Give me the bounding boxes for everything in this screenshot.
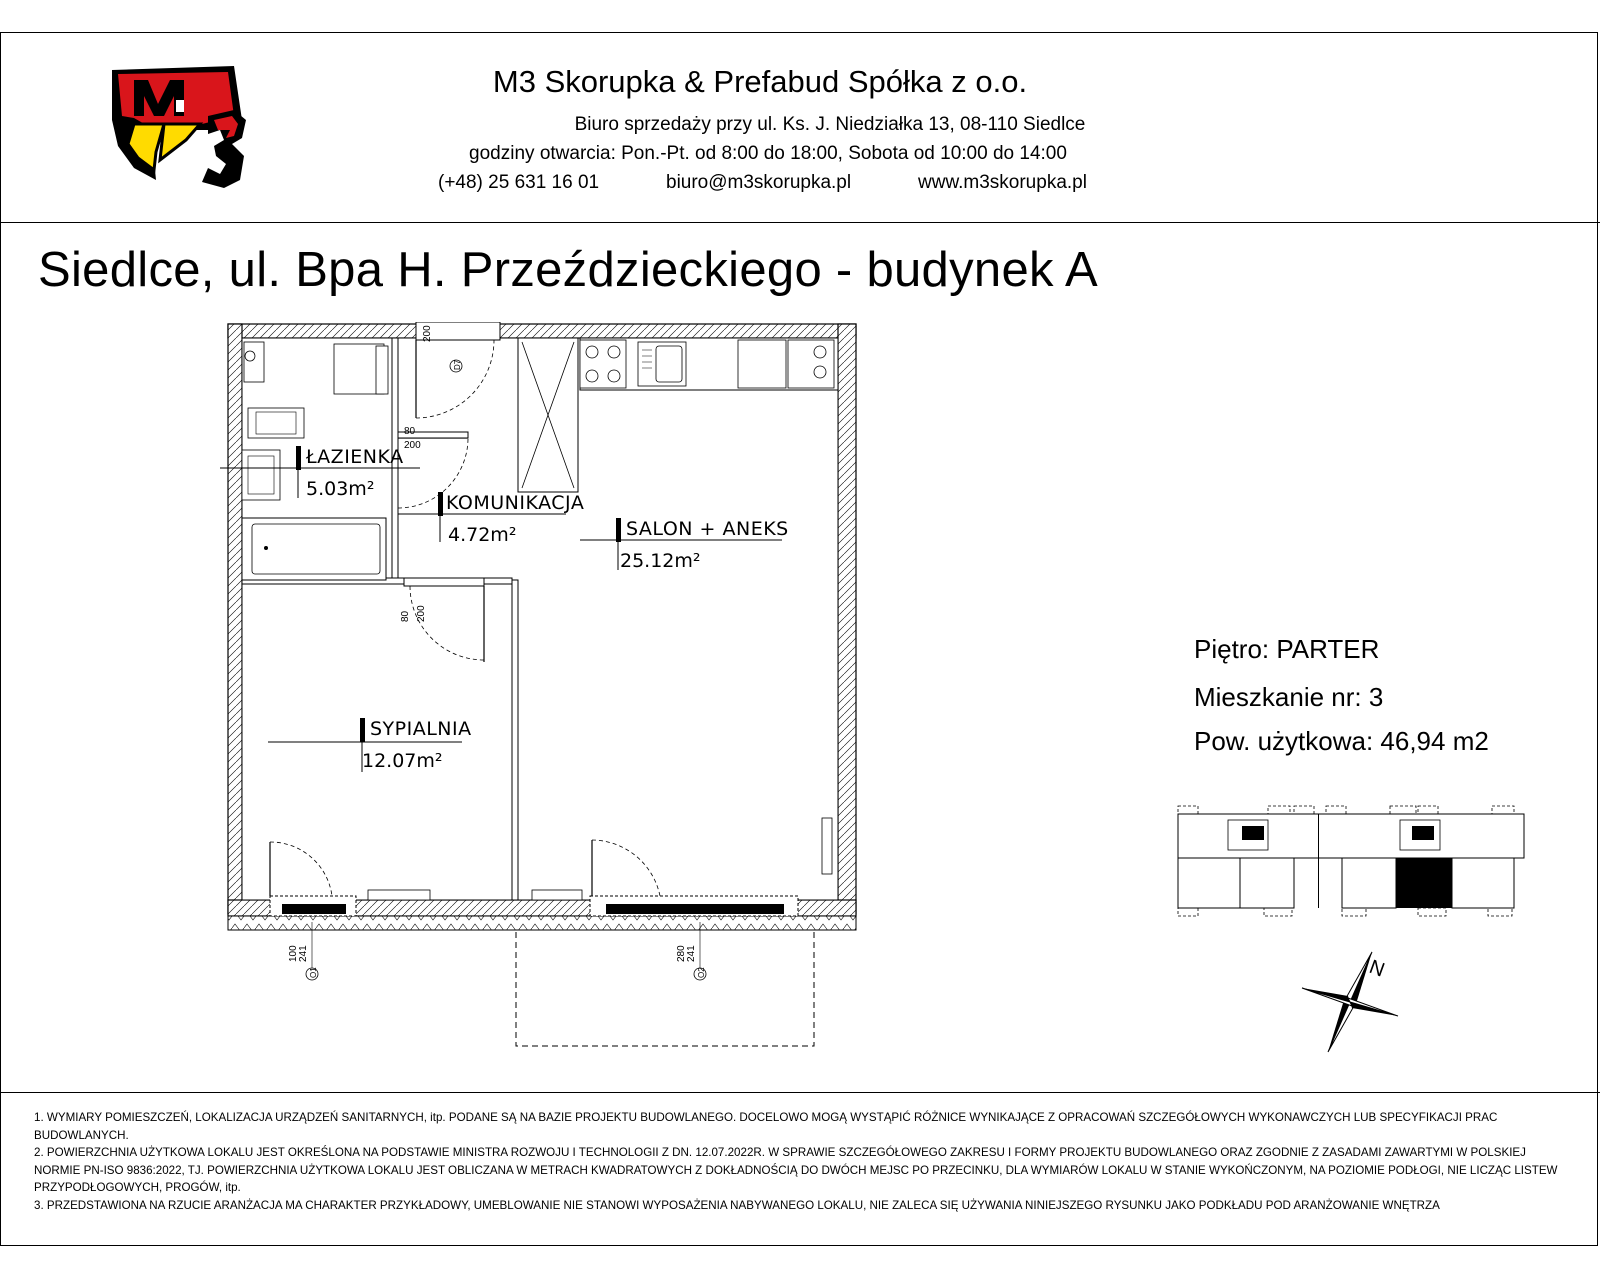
highlighted-apartment: [1396, 858, 1452, 908]
compass-rose-icon: [1300, 944, 1400, 1064]
door-top-id: D7: [453, 359, 462, 370]
compass-north-label: N: [1366, 956, 1388, 982]
door-bath-height: 200: [404, 440, 421, 451]
door-top-height: 200: [422, 325, 433, 342]
website-link[interactable]: www.m3skorupka.pl: [918, 172, 1087, 193]
win1-id: O1: [309, 967, 318, 978]
wall-insulation: [228, 916, 856, 930]
room-name-hall: KOMUNIKACJA: [446, 492, 585, 514]
win2-id: O2: [697, 967, 706, 978]
building-key-plan: [1172, 804, 1532, 924]
room-name-living: SALON + ANEKS: [626, 518, 789, 540]
phone-number: (+48) 25 631 16 01: [438, 172, 600, 193]
sales-office-address: Biuro sprzedaży przy ul. Ks. J. Niedziałka 13, 08-110 Siedlce: [574, 114, 1086, 135]
floor-info: Piętro: PARTER: [1194, 634, 1380, 664]
floor-plan: [220, 322, 880, 1082]
logo-text: M3: [104, 60, 106, 61]
win2-height: 241: [686, 945, 697, 962]
notes-section: [34, 1109, 1564, 1214]
door-bed-width: 80: [400, 610, 411, 622]
room-area-hall: 4.72m²: [448, 524, 517, 546]
room-name-bathroom: ŁAZIENKA: [306, 446, 404, 468]
radiator-salon: [822, 818, 832, 874]
fridge: [738, 340, 786, 388]
note-1: 1. WYMIARY POMIESZCZEŃ, LOKALIZACJA URZĄDZEŃ SANITARNYCH, itp. PODANE SĄ NA BAZIE PROJEKTU BUDOWLANEGO. DOCELOWO MOGĄ WYSTĄPIĆ RÓŻNICE WYNIKAJĄCE Z OPRACOWAŃ SZCZEGÓŁOWYCH WYKONAWCZYCH LUB SPECYFIKACJI PRAC BUDOWLANYCH.: [34, 1111, 1498, 1142]
opening-hours: godziny otwarcia: Pon.-Pt. od 8:00 do 18:00, Sobota od 10:00 do 14:00: [469, 143, 1067, 164]
radiator-salon-bottom: [532, 890, 582, 900]
radiator-bedroom: [368, 890, 430, 900]
company-name: M3 Skorupka & Prefabud Spółka z o.o.: [492, 64, 1028, 99]
header-divider: [0, 222, 1600, 223]
wall-right: [838, 324, 856, 914]
room-area-living: 25.12m²: [620, 550, 701, 572]
room-name-bedroom: SYPIALNIA: [370, 718, 472, 740]
note-2: 2. POWIERZCHNIA UŻYTKOWA LOKALU JEST OKREŚLONA NA PODSTAWIE MINISTRA ROZWOJU I TECHNOLOGII Z DN. 12.07.2022R. W SPRAWIE SZCZEGÓŁOWEGO ZAKRESU I FORMY PROJEKTU BUDOWLANEGO ORAZ ZGODNIE Z ZASADAMI ZAWARTYMI W POLSKIEJ NORMIE PN-ISO 9836:2022, TJ. POWIERZCHNIA UŻYTKOWA LOKALU JEST OBLICZANA W METRACH KWADRATOWYCH Z DOKŁADNOŚCIĄ DO DWÓCH MEJSC PO PRZECINKU, DLA WYMIARÓW LOKALU W STANIE WYKOŃCZONYM, NA POZIOMIE PODŁOGI, NIE LICZĄC LISTEW PRZYPODŁOGOWYCH, PROGÓW, itp.: [34, 1146, 1558, 1194]
win1-width: 100: [288, 945, 299, 962]
room-area-bedroom: 12.07m²: [362, 750, 443, 772]
win1-height: 241: [298, 945, 309, 962]
balcony-outline: [516, 930, 814, 1046]
utility-box: [788, 340, 834, 388]
kitchen-sink: [638, 342, 686, 386]
bath-boiler: [244, 342, 264, 382]
wall-left: [228, 324, 242, 914]
wall-bed-salon: [512, 580, 518, 900]
door-bed-height: 200: [416, 605, 427, 622]
wall-top: [228, 324, 856, 338]
apartment-number: Mieszkanie nr: 3: [1194, 682, 1384, 712]
note-3: 3. PRZEDSTAWIONA NA RZUCIE ARANŻACJA MA CHARAKTER PRZYKŁADOWY, UMEBLOWANIE NIE STANOWI WYPOSAŻENIA NABYWANEGO LOKALU, NIE ZALECA SIĘ UŻYWANIA NINIEJSZEGO RYSUNKU JAKO PODKŁADU POD ARANŻOWANIE WNĘTRZA: [34, 1198, 1440, 1212]
email-address[interactable]: biuro@m3skorupka.pl: [666, 172, 852, 193]
cooktop: [580, 340, 626, 388]
page-title: Siedlce, ul. Bpa H. Przeździeckiego - budynek A: [38, 243, 1098, 297]
room-area-bathroom: 5.03m²: [306, 478, 375, 500]
door-bath-width: 80: [404, 426, 416, 437]
usable-area: Pow. użytkowa: 46,94 m2: [1194, 726, 1489, 756]
notes-divider: [0, 1092, 1600, 1093]
win2-width: 280: [676, 945, 687, 962]
